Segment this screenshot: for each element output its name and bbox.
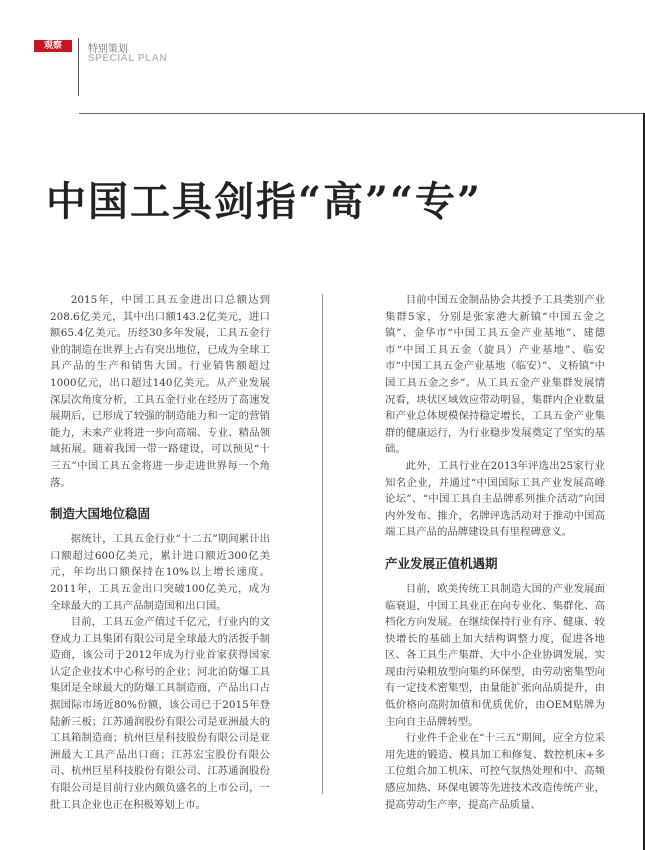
article-title: 中国工具剑指“高”“专” — [46, 178, 483, 225]
paragraph: 此外，工具行业在2013年评选出25家行业知名企业，并通过“中国国际工具产业发展高峰论坛”、“中国工具自主品牌系列推介活动”向国内外发布、推介，名牌评选活动对于推动中国高端工具产品的品牌建设具有里程碑意义。 — [385, 459, 605, 539]
column-divider — [322, 294, 323, 794]
section-title-cn: 特别策划 — [88, 44, 128, 55]
right-column — [385, 292, 605, 813]
paragraph: 据统计，工具五金行业“十二五”期间累计出口额超过600亿美元，累计进口额近300亿美元，年均出口额保持在10%以上增长速度。2011年，工具五金出口突破100亿美元，成为全球最大的工具产品制造国和出口国。 — [50, 533, 270, 612]
paragraph: 行业件千企业在“十三五”期间，应全方位采用先进的锻造、模具加工和修复、数控机床+多工位组合加工机床、可控气氛热处理和中、高频感应加热、环保电镀等先进技术改造传统产业，提高劳动生产率，提高产品质量、 — [385, 732, 605, 811]
section-heading: 制造大国地位稳固 — [50, 506, 151, 522]
header-rule — [79, 113, 645, 114]
section-title-en: SPECIAL PLAN — [88, 53, 168, 64]
section-badge: 观察 — [34, 40, 72, 52]
paragraph: 目前，欧美传统工具制造大国的产业发展面临衰退，中国工具业正在向专业化、集群化、高档化方向发展。在继续保持行业有序、健康、较快增长的基础上加大结构调整力度，促进各地区、各工具生产集群、大中小企业协调发展，实现由污染粗放型向集约环保型，由劳动密集型向有一定技术密集型，由量能扩张向品质提升，由低价格向高附加值和优质优价，由OEM贴牌为主向自主品牌转型。 — [385, 582, 605, 728]
paragraph: 目前，工具五金产值过千亿元，行业内的文登成力工具集团有限公司是全球最大的活扳手制造商，该公司于2012年成为行业首家获得国家认定企业技术中心称号的企业；河北泊防爆工具集团是全球最大的防爆工具制造商，产品出口占据国际市场近80%份额，该公司已于2015年登陆新三板；江苏通润股份有限公司是亚洲最大的工具箱制造商；杭州巨星科技股份有限公司是亚洲最大工具产品出口商；江苏宏宝股份有限公司、杭州巨星科技股份有限公司、江苏通润股份有限公司是目前行业内颇负盛名的上市公司，一批工具企业也正在积极筹划上市。 — [50, 616, 270, 811]
paragraph: 2015年，中国工具五金进出口总额达到208.6亿美元，其中出口额143.2亿美元，进口额65.4亿美元。历经30多年发展，工具五金行业的制造在世界上占有突出地位，已成为全球工具产品的生产和销售大国。行业销售额超过1000亿元，出口超过140亿美元。从产业发展深层次角度分析，工具五金行业在经历了高速发展期后，已形成了较强的制造能力和一定的营销能力，未来产业将进一步向高端、专业、精品领域拓展。随着我国一带一路建设，可以预见“十三五”中国工具五金将进一步走进世界每一个角落。 — [50, 294, 270, 489]
section-heading: 产业发展正值机遇期 — [385, 555, 498, 571]
header-divider — [78, 38, 79, 96]
left-column — [50, 292, 270, 813]
paragraph: 目前中国五金制品协会共授予工具类别产业集群5家，分别是张家港大新镇“中国五金之镇”、金华市“中国工具五金产业基地”、建德市“中国工具五金（旋具）产业基地”、临安市“中国工具五金产业基地（临安）”、义桥镇“中国工具五金之乡”。从工具五金产业集群发展情况看，块状区域效应带动明显，集群内企业数量和产业总体规模保持稳定增长，工具五金产业集群的健康运行，为行业稳步发展奠定了坚实的基础。 — [385, 294, 605, 456]
